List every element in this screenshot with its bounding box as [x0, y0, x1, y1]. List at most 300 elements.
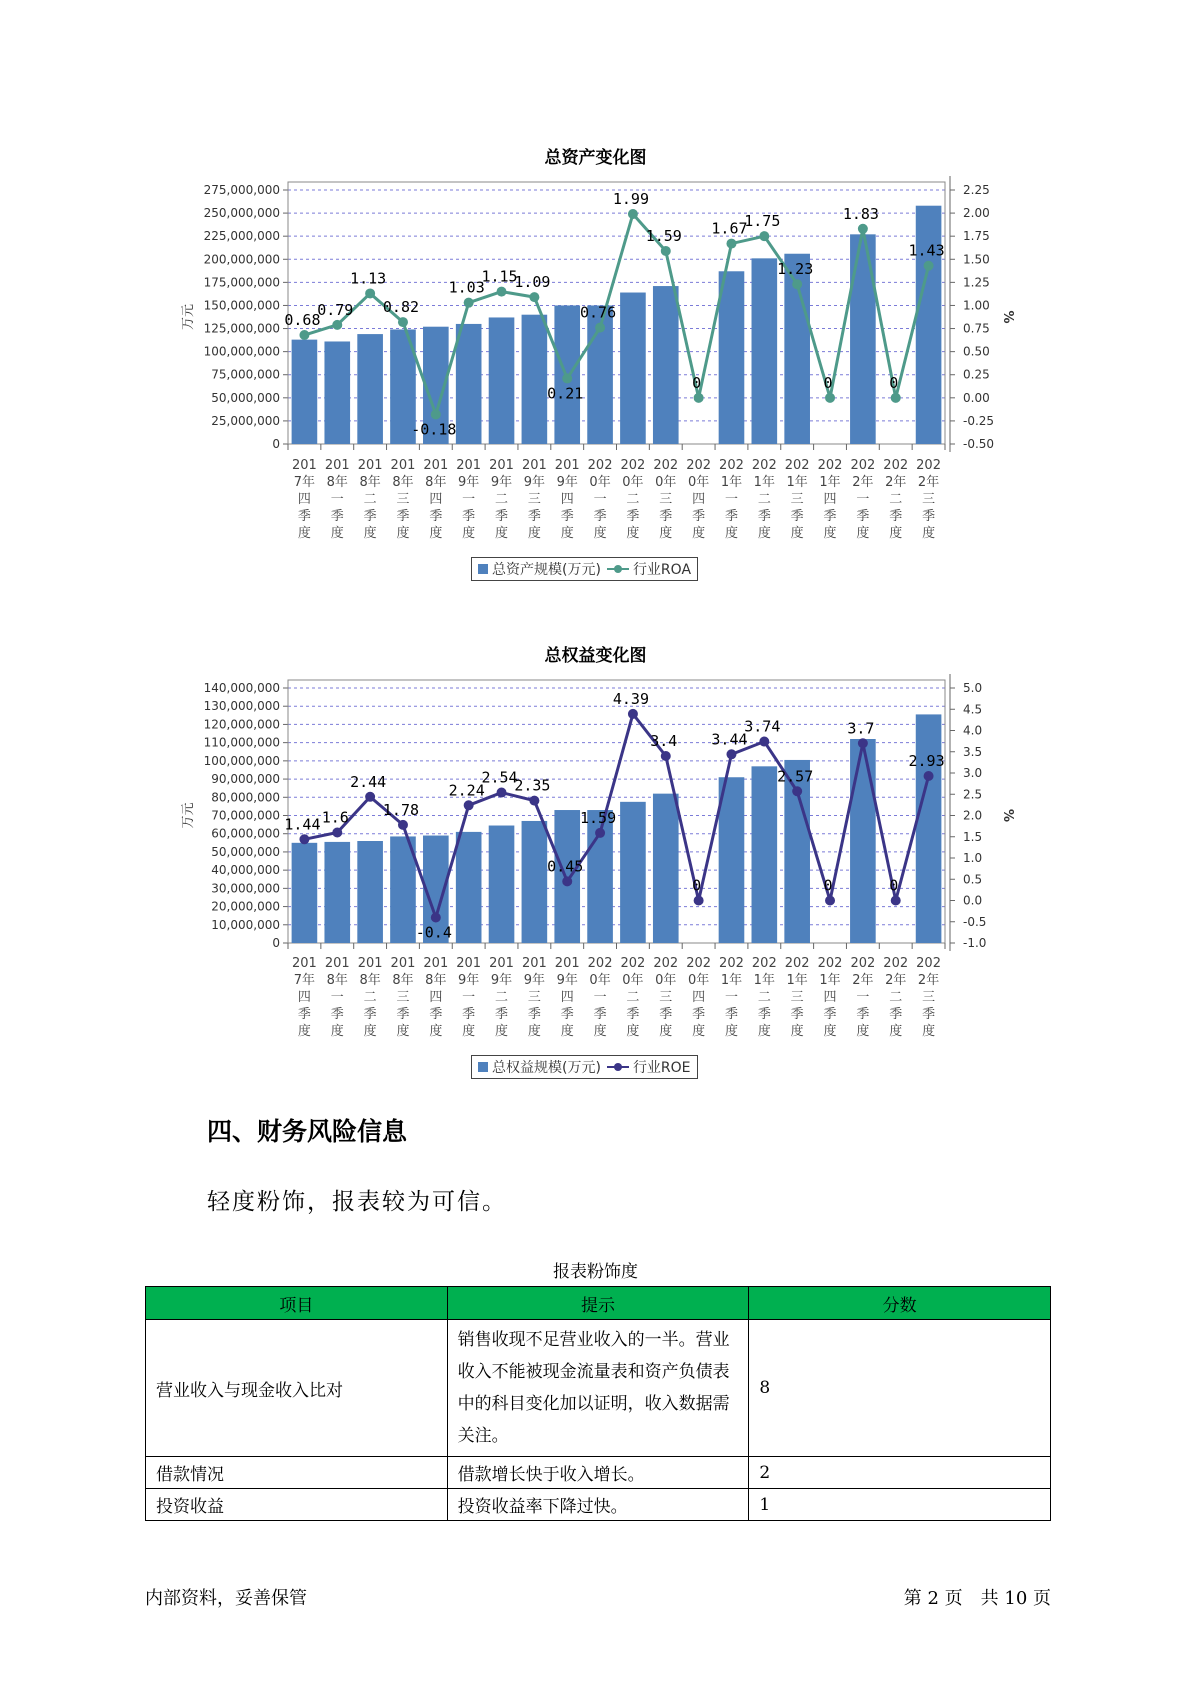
- chart-legend: [471, 1055, 698, 1079]
- data-label: 1.15: [481, 267, 518, 286]
- line-swatch-icon: [607, 1062, 629, 1072]
- x-tick-label: 度: [757, 1024, 771, 1039]
- x-tick-label: 201: [390, 458, 416, 473]
- x-tick-label: 度: [692, 1024, 706, 1039]
- footer-confidential-note: 内部资料，妥善保管: [145, 1588, 307, 1609]
- x-tick-label: 度: [626, 526, 640, 541]
- x-tick-label: 9年: [556, 973, 578, 988]
- x-tick-label: 季: [889, 1007, 903, 1022]
- data-point: [792, 786, 802, 796]
- data-point: [726, 749, 736, 759]
- data-label: 2.57: [777, 767, 814, 786]
- data-label: 3.4: [650, 732, 678, 750]
- item-cell: 投资收益: [146, 1489, 448, 1521]
- x-tick-label: 季: [560, 509, 574, 524]
- data-label: 1.43: [908, 241, 945, 260]
- section-summary: 轻度粉饰，报表较为可信。: [207, 1189, 507, 1215]
- x-tick-label: 度: [823, 1024, 837, 1039]
- x-tick-label: 202: [916, 458, 941, 473]
- x-tick-label: 三: [659, 492, 673, 507]
- x-tick-label: 0年: [589, 973, 611, 988]
- x-tick-label: 二: [363, 492, 377, 507]
- x-tick-label: 一: [593, 492, 607, 507]
- x-tick-label: 度: [593, 1024, 607, 1039]
- data-point: [299, 834, 309, 844]
- x-tick-label: 季: [363, 509, 377, 524]
- x-tick-label: 季: [429, 509, 443, 524]
- bar: [620, 802, 646, 943]
- data-label: 1.83: [842, 204, 879, 223]
- bar: [357, 841, 383, 943]
- bar: [522, 821, 548, 943]
- x-tick-label: 四: [823, 990, 837, 1005]
- x-tick-label: 202: [916, 956, 941, 971]
- x-tick-label: 季: [790, 509, 804, 524]
- x-tick-label: 度: [626, 1024, 640, 1039]
- data-label: 0.82: [382, 298, 420, 317]
- y-tick-label: 110,000,000: [203, 735, 280, 750]
- x-tick-label: 三: [790, 990, 804, 1005]
- x-tick-label: 9年: [556, 475, 578, 490]
- x-tick-label: 季: [297, 509, 311, 524]
- x-tick-label: 度: [462, 1024, 476, 1039]
- y-tick-label: 40,000,000: [211, 863, 280, 878]
- x-tick-label: 1年: [819, 475, 841, 490]
- x-tick-label: 四: [297, 492, 311, 507]
- x-tick-label: 0年: [655, 973, 677, 988]
- data-point: [332, 828, 342, 838]
- data-label: 1.67: [711, 219, 748, 238]
- x-tick-label: 度: [659, 526, 673, 541]
- data-label: 2.44: [350, 772, 387, 791]
- x-tick-label: 季: [330, 1007, 344, 1022]
- x-tick-label: 度: [297, 526, 311, 541]
- y2-tick-label: 0.75: [963, 321, 990, 336]
- data-label: 0: [692, 876, 702, 895]
- y-tick-label: 80,000,000: [211, 790, 280, 805]
- x-tick-label: 季: [527, 509, 541, 524]
- bar: [850, 739, 876, 943]
- x-tick-label: 季: [757, 509, 771, 524]
- y2-tick-label: 4.0: [963, 723, 983, 738]
- x-tick-label: 度: [856, 1024, 870, 1039]
- x-tick-label: 度: [823, 526, 837, 541]
- section-heading: 四、财务风险信息: [207, 1117, 408, 1146]
- y-tick-label: 30,000,000: [211, 881, 280, 896]
- x-tick-label: 季: [922, 509, 936, 524]
- legend-line-label: 行业ROE: [632, 1060, 691, 1076]
- y2-tick-label: 1.50: [963, 252, 990, 267]
- x-tick-label: 度: [593, 526, 607, 541]
- x-tick-label: 202: [620, 956, 646, 971]
- column-header: 项目: [146, 1287, 448, 1320]
- x-tick-label: 度: [560, 526, 574, 541]
- x-tick-label: 2年: [852, 475, 874, 490]
- x-tick-label: 季: [659, 1007, 673, 1022]
- item-cell: 营业收入与现金收入比对: [146, 1320, 448, 1457]
- y2-tick-label: 3.5: [963, 744, 983, 759]
- y-tick-label: 275,000,000: [203, 183, 280, 197]
- x-tick-label: 202: [883, 458, 909, 473]
- data-label: 0: [692, 373, 702, 392]
- x-tick-label: 7年: [293, 475, 316, 490]
- x-tick-label: 度: [363, 1024, 377, 1039]
- x-tick-label: 四: [297, 990, 311, 1005]
- x-tick-label: 8年: [392, 973, 414, 988]
- y2-axis-label: %: [1000, 808, 1015, 823]
- y-tick-label: 75,000,000: [211, 367, 280, 382]
- y2-tick-label: 2.00: [963, 206, 990, 221]
- bar: [456, 832, 482, 943]
- x-tick-label: 0年: [655, 475, 677, 490]
- data-point: [891, 896, 901, 906]
- x-tick-label: 度: [527, 526, 541, 541]
- data-label: 1.09: [514, 273, 551, 292]
- x-tick-label: 季: [856, 509, 870, 524]
- data-label: 1.99: [612, 190, 649, 209]
- x-tick-label: 202: [751, 956, 777, 971]
- data-label: 2.35: [514, 776, 551, 795]
- x-tick-label: 季: [659, 509, 673, 524]
- x-tick-label: 201: [489, 956, 514, 971]
- y-tick-label: 60,000,000: [211, 826, 280, 841]
- x-tick-label: 9年: [458, 973, 480, 988]
- data-label: 0.79: [317, 300, 354, 319]
- tip-cell: 借款增长快于收入增长。: [447, 1457, 749, 1489]
- x-tick-label: 三: [527, 492, 541, 507]
- x-tick-label: 季: [396, 1007, 410, 1022]
- x-tick-label: 一: [330, 990, 344, 1005]
- x-tick-label: 季: [856, 1007, 870, 1022]
- x-tick-label: 季: [724, 1007, 738, 1022]
- x-tick-label: 度: [363, 526, 377, 541]
- y-tick-label: 125,000,000: [203, 321, 280, 336]
- y-tick-label: 100,000,000: [203, 753, 280, 768]
- x-tick-label: 季: [593, 1007, 607, 1022]
- x-tick-label: 202: [751, 458, 777, 473]
- data-point: [924, 771, 934, 781]
- y-tick-label: 175,000,000: [203, 275, 280, 290]
- x-tick-label: 2年: [885, 475, 907, 490]
- x-tick-label: 三: [922, 492, 936, 507]
- x-tick-label: 度: [495, 526, 509, 541]
- bar: [653, 794, 679, 943]
- x-tick-label: 季: [692, 509, 706, 524]
- x-tick-label: 202: [850, 458, 876, 473]
- x-tick-label: 0年: [687, 973, 710, 988]
- y-tick-label: 225,000,000: [203, 229, 280, 244]
- x-tick-label: 二: [363, 990, 377, 1005]
- x-tick-label: 度: [330, 1024, 344, 1039]
- y-tick-label: 100,000,000: [203, 344, 280, 359]
- data-point: [497, 788, 507, 798]
- x-tick-label: 二: [495, 990, 509, 1005]
- data-point: [825, 896, 835, 906]
- data-label: 3.7: [847, 719, 875, 738]
- data-point: [365, 792, 375, 802]
- x-tick-label: 度: [297, 1024, 311, 1039]
- x-tick-label: 度: [692, 526, 706, 541]
- table-caption: 报表粉饰度: [553, 1262, 638, 1282]
- x-tick-label: 201: [423, 458, 449, 473]
- x-tick-label: 201: [324, 458, 350, 473]
- x-tick-label: 季: [396, 509, 410, 524]
- x-tick-label: 201: [456, 956, 482, 971]
- x-tick-label: 季: [297, 1007, 311, 1022]
- x-tick-label: 0年: [622, 973, 644, 988]
- y2-tick-label: 0.0: [963, 893, 983, 908]
- data-label: 1.78: [382, 800, 420, 819]
- x-tick-label: 7年: [293, 973, 316, 988]
- y-tick-label: 50,000,000: [211, 390, 280, 405]
- x-tick-label: 度: [527, 1024, 541, 1039]
- x-tick-label: 二: [495, 492, 509, 507]
- data-label: 1.44: [284, 815, 321, 834]
- x-tick-label: 一: [330, 492, 344, 507]
- x-tick-label: 1年: [753, 475, 775, 490]
- y2-axis-label: %: [1000, 310, 1015, 324]
- data-label: -0.18: [411, 420, 457, 439]
- x-tick-label: 1年: [720, 475, 743, 490]
- table-row: [146, 1489, 1051, 1521]
- x-tick-label: 一: [724, 492, 738, 507]
- data-label: 1.03: [448, 278, 485, 297]
- x-tick-label: 二: [757, 492, 771, 507]
- x-tick-label: 一: [462, 990, 476, 1005]
- bar: [489, 826, 515, 943]
- x-tick-label: 三: [396, 492, 410, 507]
- y2-tick-label: 0.50: [963, 344, 990, 359]
- y2-tick-label: 0.00: [963, 390, 990, 405]
- y-tick-label: 90,000,000: [211, 772, 280, 787]
- x-tick-label: 8年: [359, 475, 381, 490]
- footer-page-number: 第 2 页 共 10 页: [903, 1588, 1051, 1609]
- data-label: 3.74: [744, 717, 781, 736]
- column-header: 分数: [749, 1287, 1051, 1320]
- x-tick-label: 二: [626, 492, 640, 507]
- risk-table: [145, 1286, 1051, 1521]
- x-tick-label: 1年: [819, 973, 841, 988]
- bar: [719, 777, 745, 943]
- x-tick-label: 季: [790, 1007, 804, 1022]
- y-tick-label: 200,000,000: [203, 252, 280, 267]
- legend-bar-label: 总资产规模(万元): [492, 562, 601, 578]
- x-tick-label: 2年: [917, 475, 940, 490]
- data-label: 1.6: [321, 808, 349, 827]
- y-tick-label: 0: [272, 437, 280, 451]
- x-tick-label: 202: [719, 956, 744, 971]
- x-tick-label: 一: [462, 492, 476, 507]
- x-tick-label: 季: [330, 509, 344, 524]
- y-tick-label: 120,000,000: [203, 717, 280, 732]
- x-tick-label: 1年: [786, 475, 808, 490]
- x-tick-label: 8年: [326, 973, 348, 988]
- y2-tick-label: 1.5: [963, 829, 983, 844]
- x-tick-label: 8年: [359, 973, 381, 988]
- x-tick-label: 季: [626, 1007, 640, 1022]
- x-tick-label: 202: [686, 956, 712, 971]
- x-tick-label: 201: [554, 458, 580, 473]
- x-tick-label: 202: [653, 458, 679, 473]
- x-tick-label: 201: [292, 956, 317, 971]
- legend-bar-label: 总权益规模(万元): [492, 1060, 601, 1076]
- y2-tick-label: 1.0: [963, 851, 983, 865]
- x-tick-label: 1年: [753, 973, 775, 988]
- x-tick-label: 季: [462, 1007, 476, 1022]
- data-label: 0.68: [284, 311, 321, 330]
- x-tick-label: 201: [423, 956, 449, 971]
- x-tick-label: 202: [686, 458, 712, 473]
- y-tick-label: 130,000,000: [203, 699, 280, 714]
- x-tick-label: 度: [429, 526, 443, 541]
- data-point: [858, 738, 868, 748]
- x-tick-label: 度: [889, 526, 903, 541]
- x-tick-label: 度: [790, 526, 804, 541]
- data-label: 2.24: [448, 781, 485, 800]
- x-tick-label: 四: [560, 990, 574, 1005]
- x-tick-label: 202: [883, 956, 909, 971]
- x-tick-label: 季: [593, 509, 607, 524]
- x-tick-label: 2年: [885, 973, 907, 988]
- bar: [916, 714, 942, 943]
- x-tick-label: 四: [560, 492, 574, 507]
- y-tick-label: 25,000,000: [211, 413, 280, 428]
- x-tick-label: 202: [620, 458, 646, 473]
- x-tick-label: 8年: [326, 475, 348, 490]
- x-tick-label: 度: [560, 1024, 574, 1039]
- data-point: [464, 800, 474, 810]
- data-label: 3.44: [711, 730, 748, 749]
- x-tick-label: 201: [456, 458, 482, 473]
- x-tick-label: 二: [889, 492, 903, 507]
- y-tick-label: 70,000,000: [211, 808, 280, 823]
- x-tick-label: 四: [692, 990, 706, 1005]
- column-header: 提示: [447, 1287, 749, 1320]
- x-tick-label: 季: [429, 1007, 443, 1022]
- data-label: 1.13: [350, 269, 387, 288]
- x-tick-label: 202: [784, 458, 810, 473]
- table-header-row: [146, 1287, 1051, 1320]
- x-tick-label: 一: [856, 990, 870, 1005]
- table-row: [146, 1457, 1051, 1489]
- x-tick-label: 三: [922, 990, 936, 1005]
- x-tick-label: 三: [527, 990, 541, 1005]
- x-tick-label: 度: [757, 526, 771, 541]
- data-label: 0: [889, 373, 899, 392]
- y2-tick-label: 4.5: [963, 702, 983, 717]
- x-tick-label: 度: [922, 1024, 936, 1039]
- x-tick-label: 度: [396, 526, 410, 541]
- data-label: 1.23: [777, 260, 814, 279]
- x-tick-label: 1年: [786, 973, 808, 988]
- y-axis-label: 万元: [181, 802, 196, 829]
- bar: [324, 842, 350, 943]
- x-tick-label: 季: [527, 1007, 541, 1022]
- y2-tick-label: 1.75: [963, 229, 990, 244]
- x-tick-label: 度: [462, 526, 476, 541]
- x-tick-label: 二: [889, 990, 903, 1005]
- x-tick-label: 四: [429, 492, 443, 507]
- x-tick-label: 201: [521, 956, 547, 971]
- data-point: [562, 876, 572, 886]
- x-tick-label: 季: [757, 1007, 771, 1022]
- score-cell: 1: [749, 1489, 1051, 1521]
- x-tick-label: 9年: [490, 973, 513, 988]
- x-tick-label: 二: [626, 990, 640, 1005]
- x-tick-label: 0年: [622, 475, 644, 490]
- x-tick-label: 三: [396, 990, 410, 1005]
- y2-tick-label: 2.25: [963, 183, 990, 197]
- score-cell: 8: [749, 1320, 1051, 1457]
- data-label: 2.54: [481, 768, 518, 787]
- x-tick-label: 度: [495, 1024, 509, 1039]
- x-tick-label: 四: [429, 990, 443, 1005]
- x-tick-label: 9年: [458, 475, 480, 490]
- x-tick-label: 202: [653, 956, 679, 971]
- x-tick-label: 度: [429, 1024, 443, 1039]
- y2-tick-label: -0.50: [963, 437, 995, 451]
- x-tick-label: 季: [922, 1007, 936, 1022]
- y-tick-label: 50,000,000: [211, 844, 280, 859]
- x-tick-label: 201: [292, 458, 317, 473]
- y-tick-label: 10,000,000: [211, 917, 280, 932]
- x-tick-label: 季: [724, 509, 738, 524]
- x-tick-label: 8年: [392, 475, 414, 490]
- y2-tick-label: 2.5: [963, 787, 983, 802]
- x-tick-label: 三: [659, 990, 673, 1005]
- data-point: [431, 913, 441, 923]
- x-tick-label: 四: [692, 492, 706, 507]
- item-cell: 借款情况: [146, 1457, 448, 1489]
- legend-line-label: 行业ROA: [632, 562, 692, 578]
- y2-tick-label: -1.0: [963, 936, 987, 950]
- x-tick-label: 9年: [523, 475, 546, 490]
- x-tick-label: 度: [724, 1024, 738, 1039]
- x-tick-label: 9年: [523, 973, 546, 988]
- x-tick-label: 季: [495, 1007, 509, 1022]
- x-tick-label: 201: [357, 956, 383, 971]
- y2-tick-label: 1.25: [963, 275, 990, 290]
- x-tick-label: 三: [790, 492, 804, 507]
- x-tick-label: 2年: [917, 973, 940, 988]
- x-tick-label: 季: [462, 509, 476, 524]
- x-tick-label: 8年: [425, 973, 447, 988]
- x-tick-label: 季: [560, 1007, 574, 1022]
- x-tick-label: 201: [357, 458, 383, 473]
- data-point: [529, 796, 539, 806]
- y2-tick-label: 0.25: [963, 367, 990, 382]
- x-tick-label: 二: [757, 990, 771, 1005]
- x-tick-label: 季: [823, 1007, 837, 1022]
- chart-title: 总资产变化图: [544, 148, 647, 168]
- x-tick-label: 度: [922, 526, 936, 541]
- x-tick-label: 202: [719, 458, 744, 473]
- x-tick-label: 202: [850, 956, 876, 971]
- data-label: 1.59: [645, 226, 682, 245]
- x-tick-label: 202: [817, 458, 843, 473]
- data-label: 0: [823, 876, 833, 895]
- x-tick-label: 度: [889, 1024, 903, 1039]
- x-tick-label: 201: [554, 956, 580, 971]
- y2-tick-label: 0.5: [963, 872, 983, 887]
- data-point: [661, 751, 671, 761]
- y2-tick-label: -0.25: [963, 413, 995, 428]
- data-label: 0.76: [580, 303, 617, 322]
- x-tick-label: 9年: [490, 475, 513, 490]
- x-tick-label: 度: [330, 526, 344, 541]
- x-tick-label: 202: [587, 956, 613, 971]
- data-label: -0.4: [415, 923, 452, 942]
